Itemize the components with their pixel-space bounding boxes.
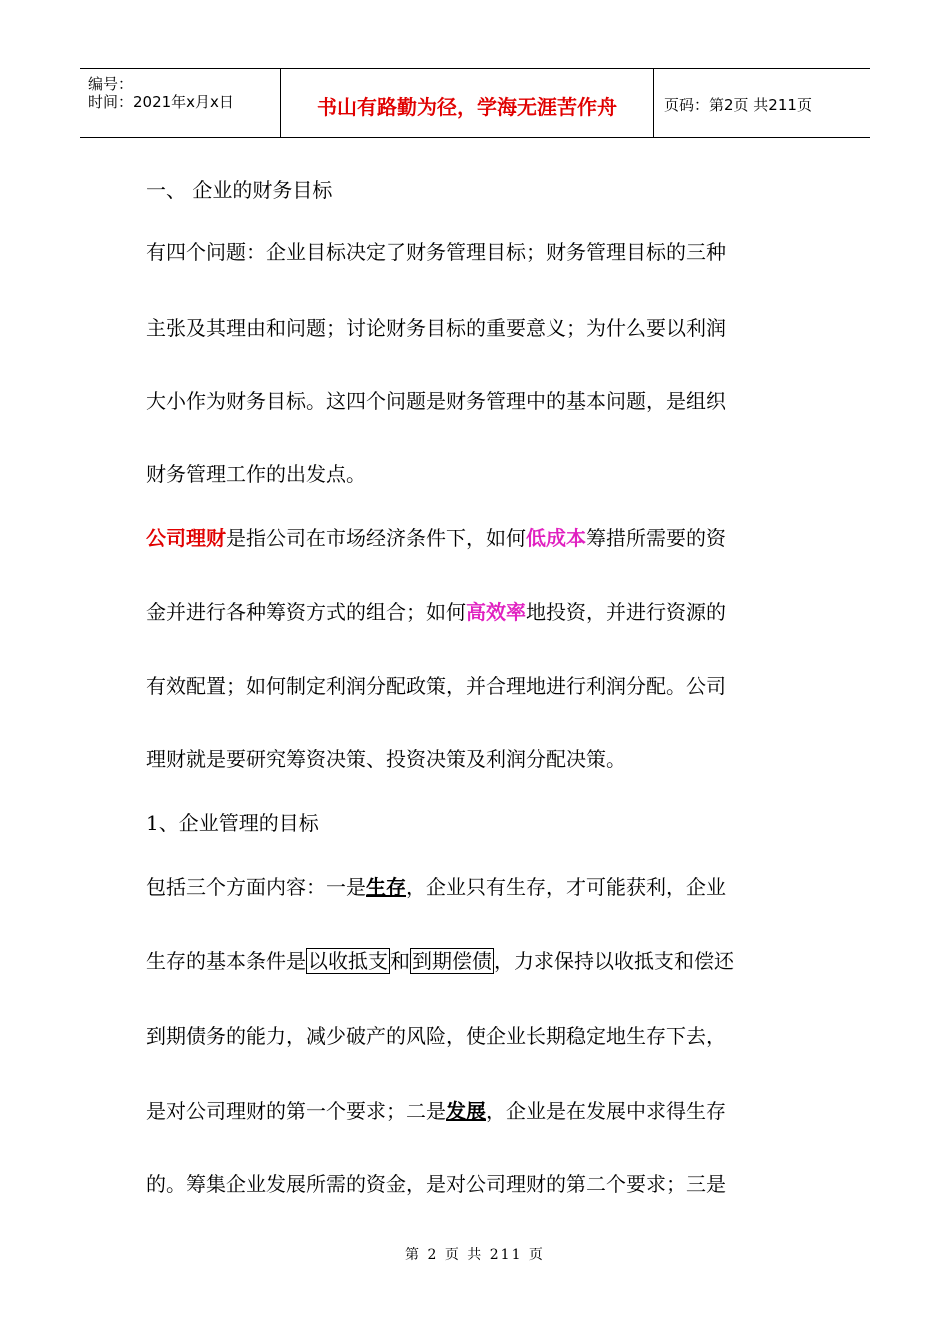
text-run: ，企业只有生存，才可能获利，企业 xyxy=(406,875,726,899)
header-meta-cell xyxy=(80,69,280,137)
paragraph-line: 理财就是要研究筹资决策、投资决策及利润分配决策。 xyxy=(146,747,626,771)
header-table xyxy=(80,68,870,138)
subsection-heading: 1、企业管理的目标 xyxy=(146,811,319,835)
paragraph-line xyxy=(146,945,734,974)
text-run: ，企业是在发展中求得生存 xyxy=(486,1099,726,1123)
header-page-cell xyxy=(654,69,870,137)
boxed-term: 到期偿债 xyxy=(412,949,492,973)
text-run: 和 xyxy=(390,949,410,973)
section-heading: 一、 企业的财务目标 xyxy=(146,178,333,202)
motto-text: 书山有路勤为径，学海无涯苦作舟 xyxy=(317,95,617,119)
highlight-term: 低成本 xyxy=(526,526,586,550)
paragraph-line: 的。筹集企业发展所需的资金，是对公司理财的第二个要求；三是 xyxy=(146,1172,726,1196)
emphasis-term: 生存 xyxy=(366,875,406,899)
header-motto-cell xyxy=(280,69,654,137)
paragraph-line xyxy=(146,596,726,625)
text-run: ，力求保持以收抵支和偿还 xyxy=(494,949,734,973)
page-footer: 第 2 页 共 211 页 xyxy=(405,1247,545,1263)
paragraph-line xyxy=(146,1095,726,1124)
boxed-term: 以收抵支 xyxy=(308,949,388,973)
date-line: 时间：2021年x月x日 xyxy=(88,93,234,111)
paragraph-line: 有效配置；如何制定利润分配政策，并合理地进行利润分配。公司 xyxy=(146,674,726,698)
text-run: 生存的基本条件是 xyxy=(146,949,306,973)
text-run: 筹措所需要的资 xyxy=(586,526,726,550)
paragraph-line xyxy=(146,871,726,900)
paragraph-line: 大小作为财务目标。这四个问题是财务管理中的基本问题，是组织 xyxy=(146,389,726,413)
text-run: 包括三个方面内容：一是 xyxy=(146,875,366,899)
highlight-term: 高效率 xyxy=(466,600,526,624)
paragraph-line: 主张及其理由和问题；讨论财务目标的重要意义；为什么要以利润 xyxy=(146,316,726,340)
emphasis-term: 发展 xyxy=(446,1099,486,1123)
text-run: 是对公司理财的第一个要求；二是 xyxy=(146,1099,446,1123)
highlight-term: 公司理财 xyxy=(146,526,226,550)
text-run: 是指公司在市场经济条件下，如何 xyxy=(226,526,526,550)
paragraph-line: 财务管理工作的出发点。 xyxy=(146,462,366,486)
text-run: 金并进行各种筹资方式的组合；如何 xyxy=(146,600,466,624)
paragraph-line xyxy=(146,522,726,551)
text-run: 地投资，并进行资源的 xyxy=(526,600,726,624)
page-info: 页码：第2页 共211页 xyxy=(664,96,812,114)
code-label: 编号： xyxy=(88,75,134,93)
paragraph-line: 到期债务的能力，减少破产的风险，使企业长期稳定地生存下去， xyxy=(146,1024,726,1048)
paragraph-line: 有四个问题：企业目标决定了财务管理目标；财务管理目标的三种 xyxy=(146,240,726,264)
